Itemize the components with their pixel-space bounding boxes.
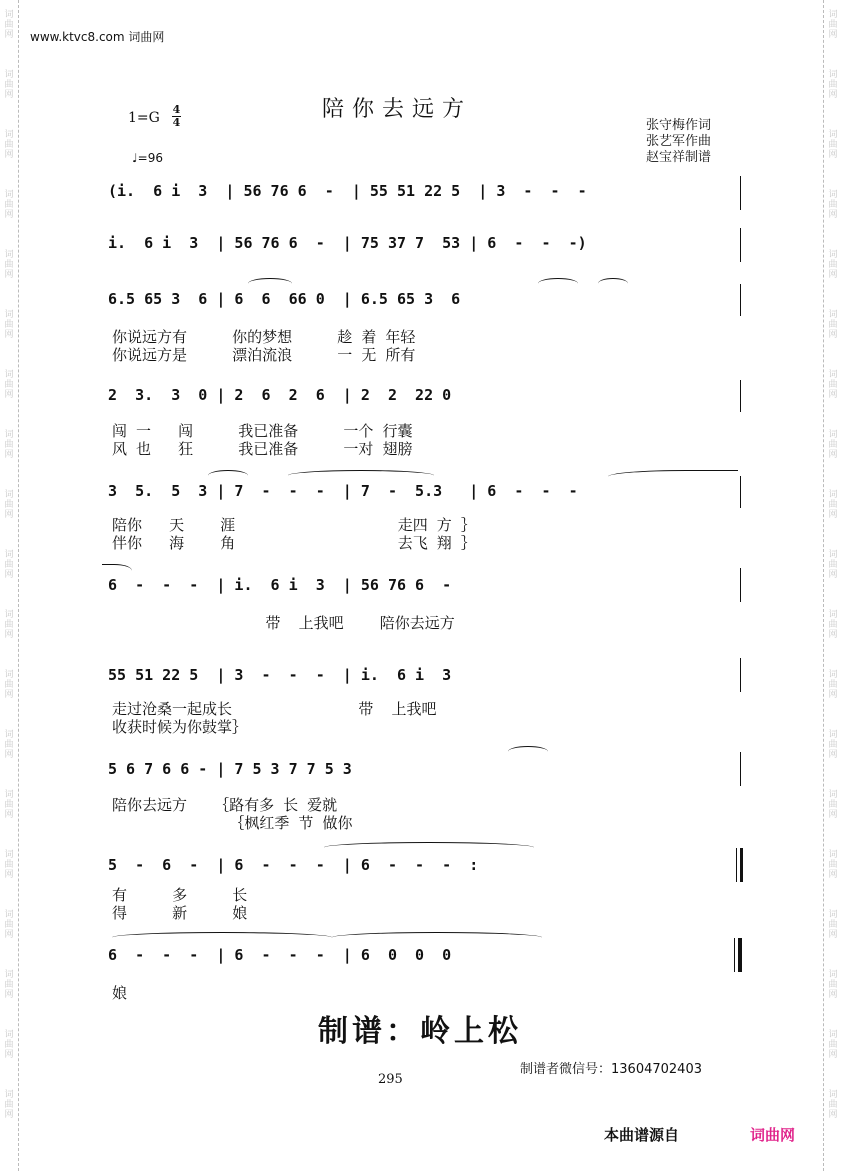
time-denominator: 4 xyxy=(172,116,181,129)
arranger: 赵宝祥制谱 xyxy=(646,150,712,165)
song-title: 陪你去远方 xyxy=(322,97,473,122)
watermark-text: 词 曲 网 xyxy=(4,790,14,820)
score-row-2 xyxy=(108,228,740,262)
watermark-text: 词 曲 网 xyxy=(4,670,14,700)
watermark-text: 词 曲 网 xyxy=(828,550,838,580)
watermark-text: 词 曲 网 xyxy=(828,730,838,760)
slur xyxy=(208,470,248,481)
watermark-text: 词 曲 网 xyxy=(4,430,14,460)
row-notes: 6 - - - | 6 - - - | 6 0 0 0 xyxy=(108,946,461,964)
watermark-text: 词 曲 网 xyxy=(4,190,14,220)
watermark-text: 词 曲 网 xyxy=(4,850,14,880)
wechat-contact: 制谱者微信号：13604702403 xyxy=(520,1062,702,1077)
tie xyxy=(324,842,534,853)
repeat-barline-thin xyxy=(736,848,737,882)
watermark-text: 词 曲 网 xyxy=(828,970,838,1000)
barline xyxy=(740,228,741,262)
lyricist: 张守梅作词 xyxy=(646,118,712,133)
watermark-text: 词 曲 网 xyxy=(4,970,14,1000)
barline xyxy=(740,752,741,786)
slur xyxy=(248,278,292,289)
row-notes: 6.5 65 3 6 | 6 6 66 0 | 6.5 65 3 6 xyxy=(108,290,470,308)
watermark-text: 词 曲 网 xyxy=(828,850,838,880)
row-notes: 6 - - - | i. 6 i 3 | 56 76 6 - xyxy=(108,576,461,594)
watermark-text: 词 曲 网 xyxy=(828,190,838,220)
key-signature: 1=G xyxy=(128,110,160,126)
lyric-verse-1: 陪你去远方 ｛路有多 长 爱就 xyxy=(112,796,338,814)
slur xyxy=(538,278,578,289)
slur xyxy=(288,470,434,481)
barline xyxy=(740,568,741,602)
barline xyxy=(740,380,741,412)
watermark-text: 词 曲 网 xyxy=(828,490,838,520)
barline xyxy=(740,176,741,210)
composer: 张艺军作曲 xyxy=(646,134,712,149)
repeat-barline-thick xyxy=(740,848,743,882)
watermark-text: 词 曲 网 xyxy=(828,670,838,700)
lyric-verse-1: 走过沧桑一起成长 带 上我吧 xyxy=(112,700,437,718)
tie xyxy=(102,564,132,575)
watermark-text: 词 曲 网 xyxy=(4,1090,14,1120)
final-barline-thin xyxy=(734,938,735,972)
score-row-4 xyxy=(108,378,740,460)
score-row-1 xyxy=(108,176,740,210)
watermark-text: 词 曲 网 xyxy=(828,790,838,820)
barline xyxy=(740,476,741,508)
watermark-text: 词 曲 网 xyxy=(828,1090,838,1120)
score-row-5 xyxy=(108,474,740,556)
watermark-text: 词 曲 网 xyxy=(4,70,14,100)
row-notes: 5 6 7 6 6 - | 7 5 3 7 7 5 3 xyxy=(108,760,352,778)
watermark-text: 词 曲 网 xyxy=(828,430,838,460)
watermark-text: 词 曲 网 xyxy=(828,130,838,160)
barline xyxy=(740,658,741,692)
watermark-text: 词 曲 网 xyxy=(4,130,14,160)
lyric-verse-2: 收获时候为你鼓掌｝ xyxy=(112,718,248,736)
watermark-text: 词 曲 网 xyxy=(4,610,14,640)
watermark-text: 词 曲 网 xyxy=(4,910,14,940)
lyric-verse-2: 得 新 娘 xyxy=(112,904,248,922)
watermark-text: 词 曲 网 xyxy=(828,10,838,40)
watermark-text: 词 曲 网 xyxy=(828,370,838,400)
watermark-text: 词 曲 网 xyxy=(828,310,838,340)
credits xyxy=(646,118,711,166)
page-number: 295 xyxy=(378,1072,403,1087)
row-notes: 3 5. 5 3 | 7 - - - | 7 - 5.3 | 6 - - - xyxy=(108,482,587,500)
time-signature xyxy=(172,104,181,129)
score-row-9 xyxy=(108,848,740,922)
row-notes: i. 6 i 3 | 56 76 6 - | 75 37 7 53 | 6 - - -) xyxy=(108,234,587,252)
watermark-text: 词 曲 网 xyxy=(4,550,14,580)
watermark-text: 词 曲 网 xyxy=(4,730,14,760)
watermark-text: 词 曲 网 xyxy=(828,610,838,640)
lyric-verse-1: 你说远方有 你的梦想 趁 着 年轻 xyxy=(112,328,416,346)
watermark-text: 词 曲 网 xyxy=(4,250,14,280)
lyric-verse-2: 伴你 海 角 去飞 翔 ｝ xyxy=(112,534,476,552)
site-url[interactable]: www.ktvc8.com 词曲网 xyxy=(30,30,165,44)
source-brand-link[interactable]: 词曲网 xyxy=(750,1126,796,1144)
row-notes: 2 3. 3 0 | 2 6 2 6 | 2 2 22 0 xyxy=(108,386,461,404)
row-notes: 5 - 6 - | 6 - - - | 6 - - - : xyxy=(108,856,479,874)
score-row-3 xyxy=(108,282,740,364)
watermark-text: 词 曲 网 xyxy=(4,10,14,40)
tempo-mark: ♩=96 xyxy=(132,151,163,165)
barline xyxy=(740,284,741,316)
row-notes: (i. 6 i 3 | 56 76 6 - | 55 51 22 5 | 3 - - - xyxy=(108,182,596,200)
lyric-verse-1: 闯 一 闯 我已准备 一个 行囊 xyxy=(112,422,413,440)
lyric-verse-1: 有 多 长 xyxy=(112,886,248,904)
watermark-text: 词 曲 网 xyxy=(4,370,14,400)
final-barline-thick xyxy=(738,938,742,972)
source-label: 本曲谱源自 xyxy=(604,1126,680,1144)
score-row-6 xyxy=(108,566,740,636)
watermark-text: 词 曲 网 xyxy=(828,250,838,280)
row-notes: 55 51 22 5 | 3 - - - | i. 6 i 3 xyxy=(108,666,461,684)
score-row-7 xyxy=(108,656,740,738)
lyric-verse-2: 你说远方是 漂泊流浪 一 无 所有 xyxy=(112,346,416,364)
slur xyxy=(598,278,628,289)
tie xyxy=(332,932,542,943)
score-row-8 xyxy=(108,750,740,832)
watermark-text: 词 曲 网 xyxy=(4,490,14,520)
lyric-verse-2: ｛枫红季 节 做你 xyxy=(112,814,353,832)
watermark-text: 词 曲 网 xyxy=(4,310,14,340)
lyric-verse-1: 陪你 天 涯 走四 方 ｝ xyxy=(112,516,476,534)
watermark-text: 词 曲 网 xyxy=(828,70,838,100)
tie xyxy=(608,470,738,481)
watermark-text: 词 曲 网 xyxy=(4,1030,14,1060)
arranger-signature: 制谱：岭上松 xyxy=(318,1014,522,1049)
lyric-verse-1: 娘 xyxy=(112,984,128,1002)
score-row-10 xyxy=(108,936,740,1004)
watermark-text: 词 曲 网 xyxy=(828,910,838,940)
time-numerator: 4 xyxy=(172,103,181,116)
slur xyxy=(508,746,548,757)
lyric-verse-1: 带 上我吧 陪你去远方 xyxy=(112,614,455,632)
watermark-text: 词 曲 网 xyxy=(828,1030,838,1060)
tie xyxy=(112,932,332,943)
lyric-verse-2: 风 也 狂 我已准备 一对 翅膀 xyxy=(112,440,413,458)
